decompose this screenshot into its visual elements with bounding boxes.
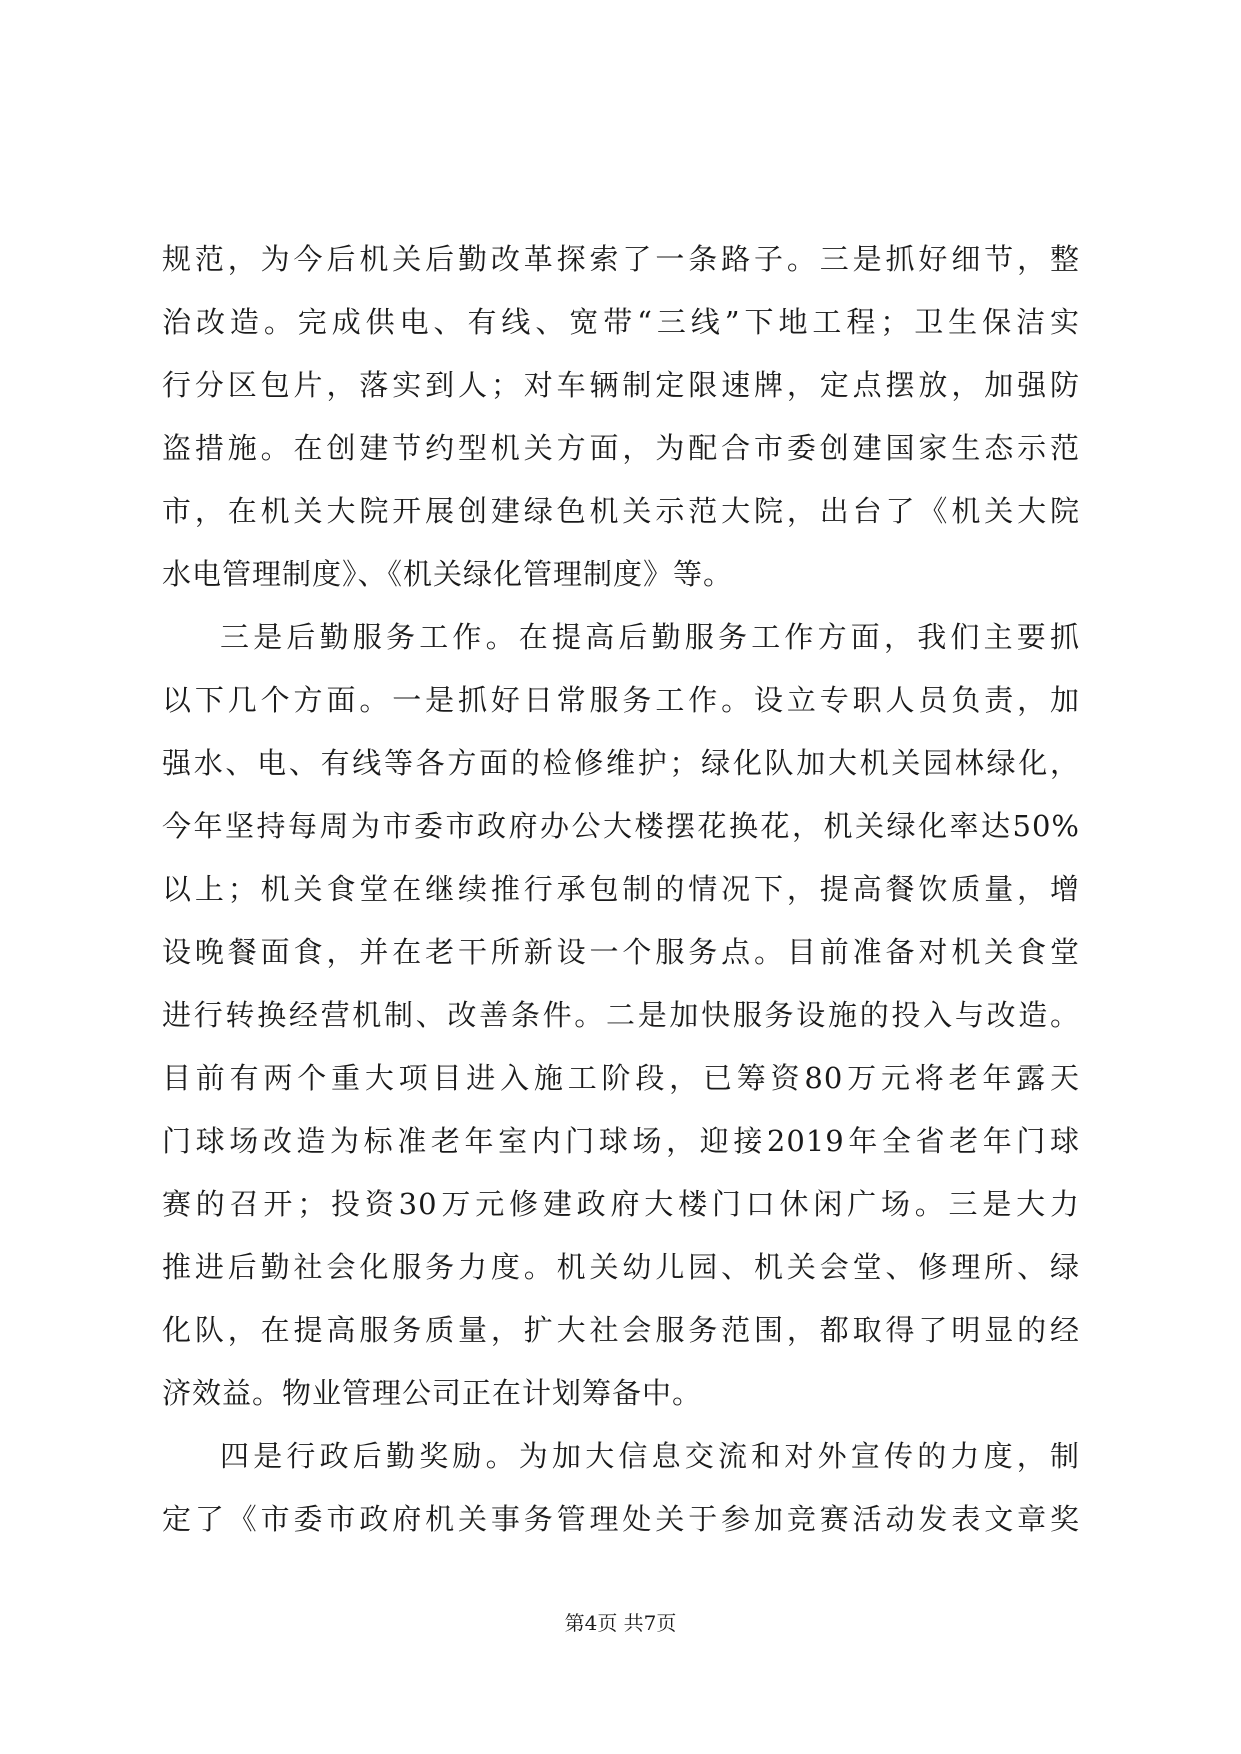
text-line: 以上；机关食堂在继续推行承包制的情况下，提高餐饮质量，增 <box>162 872 1080 906</box>
text-line: 进行转换经营机制、改善条件。二是加快服务设施的投入与改造。 <box>162 998 1080 1032</box>
paragraph-start-line: 三是后勤服务工作。在提高后勤服务工作方面，我们主要抓 <box>220 620 1080 654</box>
text-line: 目前有两个重大项目进入施工阶段，已筹资80万元将老年露天 <box>162 1061 1080 1095</box>
text-line: 盗措施。在创建节约型机关方面，为配合市委创建国家生态示范 <box>162 431 1080 465</box>
text-line: 市，在机关大院开展创建绿色机关示范大院，出台了《机关大院 <box>162 494 1080 528</box>
text-line: 门球场改造为标准老年室内门球场，迎接2019年全省老年门球 <box>162 1124 1080 1158</box>
text-line: 水电管理制度》、《机关绿化管理制度》等。 <box>162 557 734 591</box>
text-line: 设晚餐面食，并在老干所新设一个服务点。目前准备对机关食堂 <box>162 935 1080 969</box>
text-line: 以下几个方面。一是抓好日常服务工作。设立专职人员负责，加 <box>162 683 1080 717</box>
text-line: 定了《市委市政府机关事务管理处关于参加竞赛活动发表文章奖 <box>162 1502 1080 1536</box>
text-line: 治改造。完成供电、有线、宽带“三线”下地工程；卫生保洁实 <box>162 305 1080 339</box>
body-text <box>162 228 1080 1551</box>
page-number-footer: 第4页 共7页 <box>564 1611 677 1635</box>
text-line: 推进后勤社会化服务力度。机关幼儿园、机关会堂、修理所、绿 <box>162 1250 1080 1284</box>
text-line: 强水、电、有线等各方面的检修维护；绿化队加大机关园林绿化， <box>162 746 1080 780</box>
text-line: 规范，为今后机关后勤改革探索了一条路子。三是抓好细节，整 <box>162 242 1080 276</box>
paragraph-start-line: 四是行政后勤奖励。为加大信息交流和对外宣传的力度，制 <box>220 1439 1080 1473</box>
text-line: 济效益。物业管理公司正在计划筹备中。 <box>162 1376 703 1410</box>
text-line: 化队，在提高服务质量，扩大社会服务范围，都取得了明显的经 <box>162 1313 1080 1347</box>
text-line: 行分区包片，落实到人；对车辆制定限速牌，定点摆放，加强防 <box>162 368 1080 402</box>
text-line: 今年坚持每周为市委市政府办公大楼摆花换花，机关绿化率达50% <box>162 809 1080 843</box>
text-line: 赛的召开；投资30万元修建政府大楼门口休闲广场。三是大力 <box>162 1187 1080 1221</box>
